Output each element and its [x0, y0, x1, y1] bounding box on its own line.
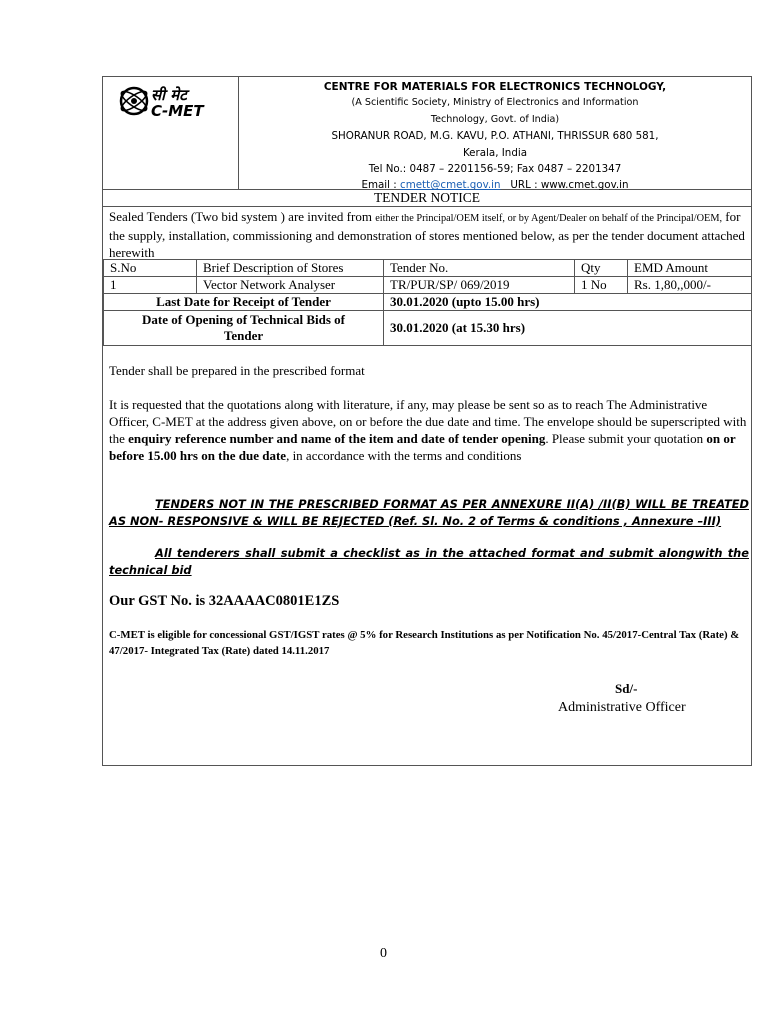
cell-description: Vector Network Analyser — [197, 277, 384, 294]
gst-number: Our GST No. is 32AAAAC0801E1ZS — [109, 593, 340, 609]
email-link[interactable]: cmett@cmet.gov.in — [400, 179, 501, 192]
last-date-label: Last Date for Receipt of Tender — [104, 294, 384, 311]
logo-cell — [103, 77, 239, 189]
header-description: Brief Description of Stores — [197, 260, 384, 277]
society-line-2: Technology, Govt. of India) — [430, 113, 560, 125]
signature-mark: Sd/- — [615, 681, 638, 696]
address-line-1: SHORANUR ROAD, M.G. KAVU, P.O. ATHANI, THRISSUR 680 581, — [331, 130, 659, 143]
address-line-2: Kerala, India — [462, 146, 528, 159]
cell-sno: 1 — [104, 277, 197, 294]
organization-info — [239, 79, 751, 194]
para-c: . Please submit your quotation — [545, 431, 707, 446]
cell-emd: Rs. 1,80,,000/- — [628, 277, 752, 294]
opening-date-value: 30.01.2020 (at 15.30 hrs) — [384, 311, 752, 346]
header-sno: S.No — [104, 260, 197, 277]
email-label: Email : — [361, 179, 401, 192]
society-line-1: (A Scientific Society, Ministry of Electronics and Information — [351, 97, 639, 109]
gst-concession-note: C-MET is eligible for concessional GST/IGST rates @ 5% for Research Institutions as per Notification No. 45/2017-Central Tax (Rate) & 47/2017- Integrated Tax (Rate) dated 14.11.2017 — [109, 629, 740, 657]
notice-title: TENDER NOTICE — [103, 190, 751, 207]
cell-qty: 1 No — [575, 277, 628, 294]
opening-date-row — [104, 311, 752, 346]
last-date-row — [104, 294, 752, 311]
warning-checklist: All tenderers shall submit a checklist as in the attached format and submit alongwith the technical bid — [109, 546, 749, 577]
cmet-logo-icon — [117, 83, 227, 119]
intro-part-2: either the Principal/OEM itself, or by Agent/Dealer on behalf of the Principal/OEM, — [375, 213, 723, 224]
para-e: , in accordance with the terms and conditions — [286, 448, 522, 463]
header-emd: EMD Amount — [628, 260, 752, 277]
table-header-row — [104, 260, 752, 277]
organization-name: CENTRE FOR MATERIALS FOR ELECTRONICS TECHNOLOGY, — [323, 81, 667, 93]
table-row — [104, 277, 752, 294]
header-row — [103, 77, 751, 190]
logo-hindi-text: सी मेट — [151, 86, 187, 104]
signatory-title: Administrative Officer — [558, 700, 686, 715]
website-url: URL : www.cmet.gov.in — [500, 179, 629, 192]
intro-part-3: for the supply, installation, commissioning and demonstration of stores mentioned below, as per the tender document attached herewith — [109, 209, 745, 260]
para-b: enquiry reference number and name of the item and date of tender opening — [128, 431, 546, 446]
opening-date-label: Date of Opening of Technical Bids of Tender — [104, 311, 384, 346]
format-line: Tender shall be prepared in the prescribed format — [109, 363, 365, 378]
header-tender-no: Tender No. — [384, 260, 575, 277]
instructions-paragraph — [109, 396, 749, 464]
page-number: 0 — [380, 946, 387, 961]
cell-tender-no: TR/PUR/SP/ 069/2019 — [384, 277, 575, 294]
para-d: on or before 15.00 hrs on the due date — [109, 431, 736, 463]
telephone-fax: Tel No.: 0487 – 2201156-59; Fax 0487 – 2201347 — [368, 163, 622, 176]
stores-table — [103, 259, 752, 346]
tender-notice-frame — [102, 76, 752, 766]
header-qty: Qty — [575, 260, 628, 277]
intro-part-1: Sealed Tenders (Two bid system ) are invited from — [109, 209, 376, 224]
warning-rejection: TENDERS NOT IN THE PRESCRIBED FORMAT AS PER ANNEXURE II(A) /II(B) WILL BE TREATED AS NON- RESPONSIVE & WILL BE REJECTED (Ref. Sl. No. 2 of Terms & conditions , Annexure –III) — [109, 497, 749, 528]
logo-latin-text: C-MET — [151, 102, 204, 119]
intro-paragraph — [109, 208, 749, 261]
last-date-value: 30.01.2020 (upto 15.00 hrs) — [384, 294, 752, 311]
para-a: It is requested that the quotations along with literature, if any, may please be sent so as to reach The Administrative Officer, C-MET at the address given above, on or before the due date and time. The envelope should be superscripted with the — [109, 397, 747, 446]
